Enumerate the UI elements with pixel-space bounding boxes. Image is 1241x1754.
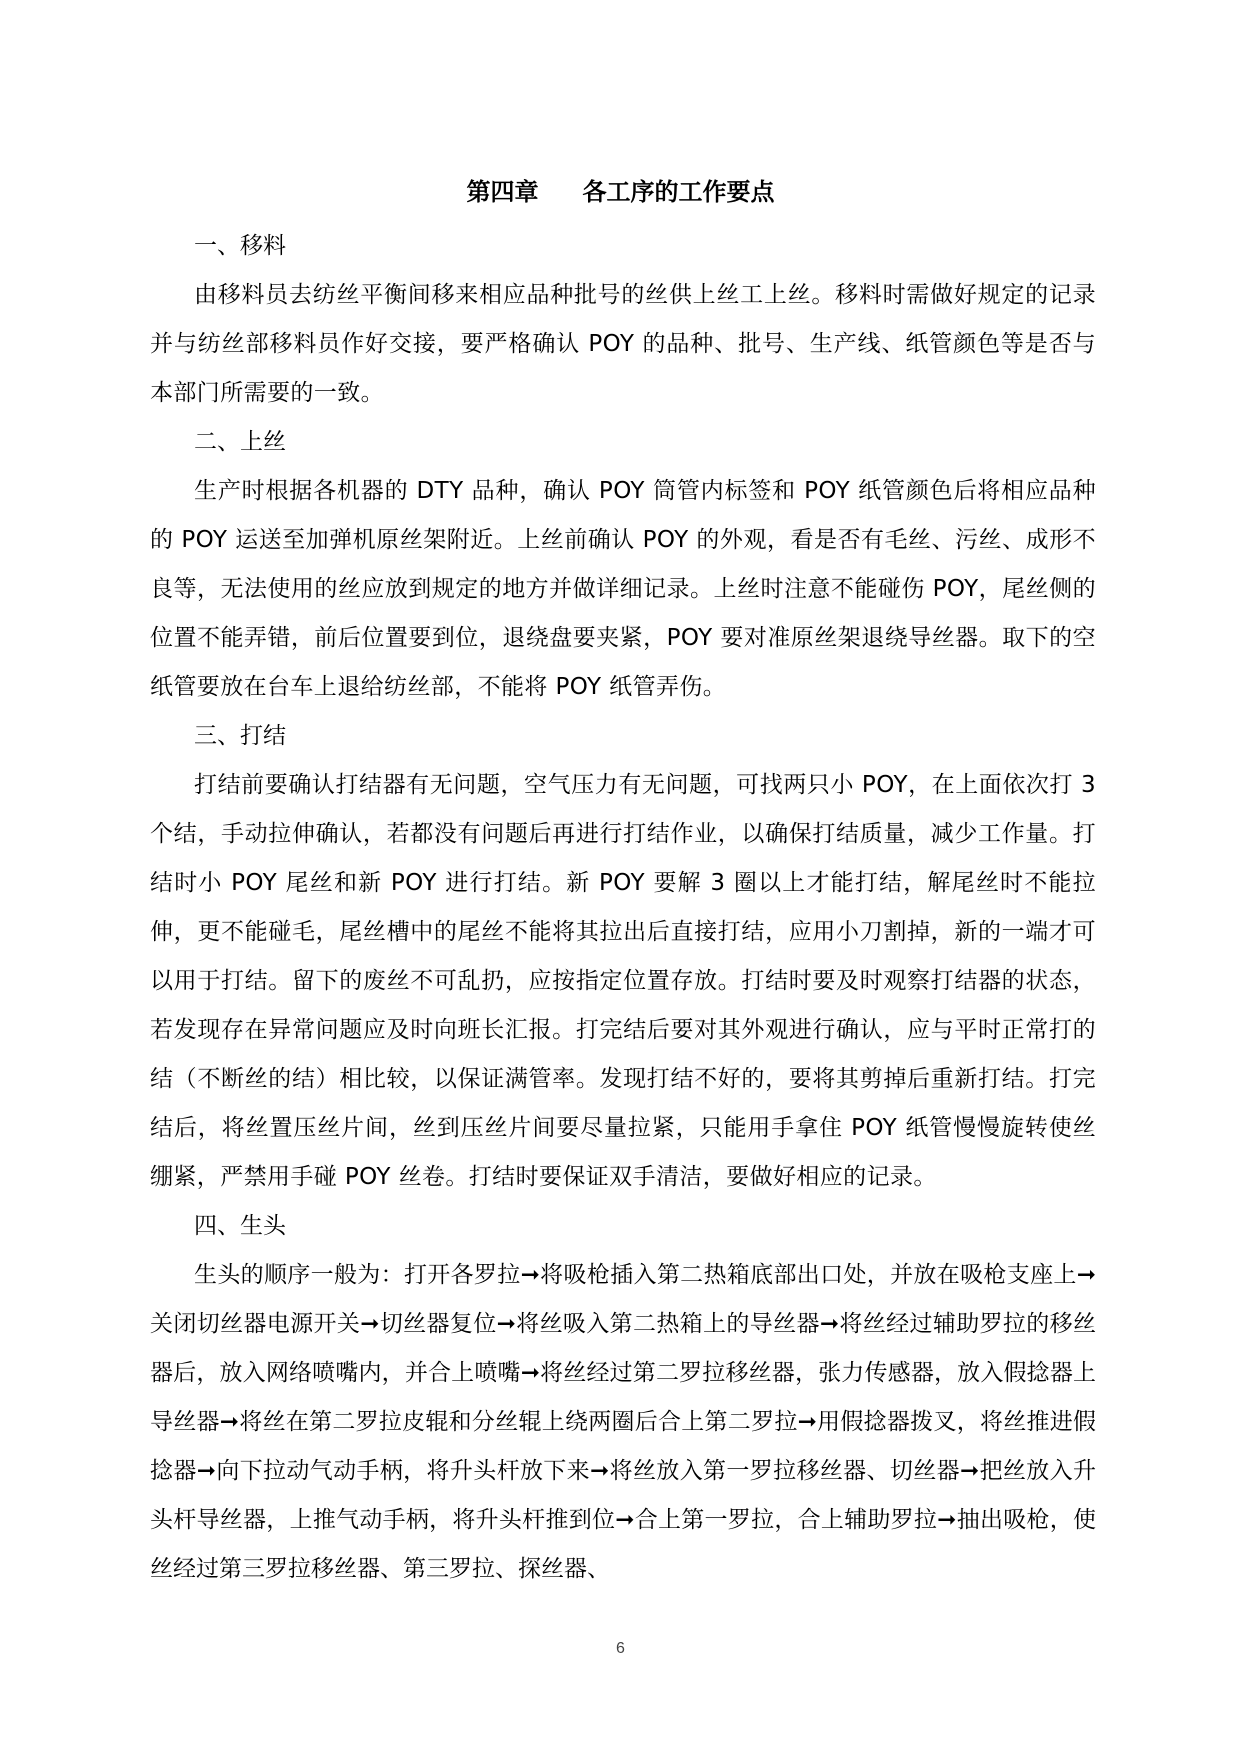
section-threading — [150, 1202, 1096, 1594]
section-heading: 三、打结 — [194, 723, 286, 749]
section-paragraph: 生头的顺序一般为：打开各罗拉➞将吸枪插入第二热箱底部出口处，并放在吸枪支座上➞关闭切丝器电源开关➞切丝器复位➞将丝吸入第二热箱上的导丝器➞将丝经过辅助罗拉的移丝器后，放入网络喷嘴内，并合上喷嘴➞将丝经过第二罗拉移丝器，张力传感器，放入假捻器上导丝器➞将丝在第二罗拉皮辊和分丝辊上绕两圈后合上第二罗拉➞用假捻器拨叉，将丝推进假捻器➞向下拉动气动手柄，将升头杆放下来➞将丝放入第一罗拉移丝器、切丝器➞把丝放入升头杆导丝器，上推气动手柄，将升头杆推到位➞合上第一罗拉，合上辅助罗拉➞抽出吸枪，使丝经过第三罗拉移丝器、第三罗拉、探丝器、 — [150, 1262, 1096, 1582]
chapter-title — [0, 176, 1241, 208]
section-paragraph: 生产时根据各机器的 DTY 品种，确认 POY 筒管内标签和 POY 纸管颜色后将相应品种的 POY 运送至加弹机原丝架附近。上丝前确认 POY 的外观，看是否有毛丝、污丝、成形不良等，无法使用的丝应放到规定的地方并做详细记录。上丝时注意不能碰伤 POY，尾丝侧的位置不能弄错，前后位置要到位，退绕盘要夹紧，POY 要对准原丝架退绕导丝器。取下的空纸管要放在台车上退给纺丝部，不能将 POY 纸管弄伤。 — [150, 478, 1096, 700]
document-body — [150, 222, 1096, 1594]
section-move-material — [150, 222, 1096, 418]
section-heading: 四、生头 — [194, 1213, 286, 1239]
section-loading — [150, 418, 1096, 712]
section-heading: 一、移料 — [194, 233, 286, 259]
chapter-name: 各工序的工作要点 — [582, 178, 775, 206]
section-knotting — [150, 712, 1096, 1202]
page-number: 6 — [616, 1640, 625, 1657]
chapter-number: 第四章 — [466, 178, 539, 206]
section-heading: 二、上丝 — [194, 429, 286, 455]
section-paragraph: 打结前要确认打结器有无问题，空气压力有无问题，可找两只小 POY，在上面依次打 3 个结，手动拉伸确认，若都没有问题后再进行打结作业，以确保打结质量，减少工作量。打结时小 POY 尾丝和新 POY 进行打结。新 POY 要解 3 圈以上才能打结，解尾丝时不能拉伸，更不能碰毛，尾丝槽中的尾丝不能将其拉出后直接打结，应用小刀割掉，新的一端才可以用于打结。留下的废丝不可乱扔，应按指定位置存放。打结时要及时观察打结器的状态，若发现存在异常问题应及时向班长汇报。打完结后要对其外观进行确认，应与平时正常打的结（不断丝的结）相比较，以保证满管率。发现打结不好的，要将其剪掉后重新打结。打完结后，将丝置压丝片间，丝到压丝片间要尽量拉紧，只能用手拿住 POY 纸管慢慢旋转使丝绷紧，严禁用手碰 POY 丝卷。打结时要保证双手清洁，要做好相应的记录。 — [150, 772, 1096, 1190]
section-paragraph: 由移料员去纺丝平衡间移来相应品种批号的丝供上丝工上丝。移料时需做好规定的记录并与纺丝部移料员作好交接，要严格确认 POY 的品种、批号、生产线、纸管颜色等是否与本部门所需要的一致。 — [150, 282, 1096, 406]
